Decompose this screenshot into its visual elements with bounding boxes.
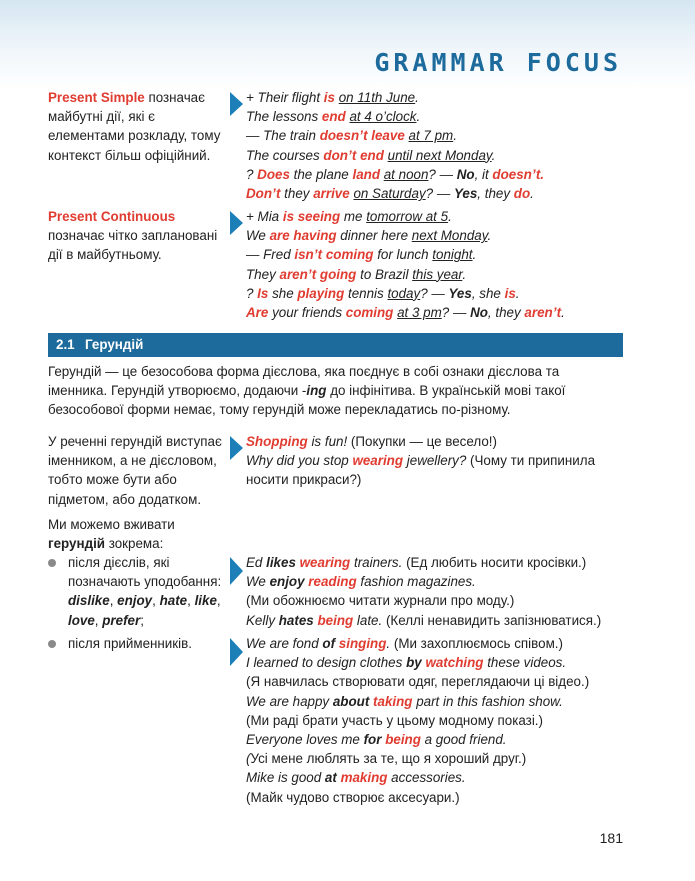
example-line: Kelly hates being late. (Келлі ненавидить запізнюватися.): [246, 612, 602, 628]
example-line: Shopping is fun! (Покупки — це весело!): [246, 434, 497, 449]
example-line: — The train doesn’t leave at 7 pm.: [246, 128, 457, 144]
page-number: 181: [599, 830, 623, 846]
bullet-icon: [48, 559, 56, 567]
example-line: They aren’t going to Brazil this year.: [246, 266, 467, 282]
section-title: Герундій: [85, 337, 144, 352]
page-title: GRAMMAR FOCUS: [374, 48, 622, 77]
example-line: The courses don’t end until next Monday.: [246, 147, 496, 163]
example-line: I learned to design clothes by watching these videos.: [246, 655, 567, 671]
example-line: Why did you stop wearing jewellery? (Чому ти припинила: [246, 453, 596, 469]
example-line: Ed likes wearing trainers. (Ед любить носити кросівки.): [246, 555, 587, 570]
present-simple-heading: Present Simple: [48, 90, 145, 105]
example-line: ? Is she playing tennis today? — Yes, she is.: [246, 285, 520, 301]
example-line: We are having dinner here next Monday.: [246, 228, 492, 244]
example-line: Are your friends coming at 3 pm? — No, they aren’t.: [246, 305, 565, 321]
example-line: We are happy about taking part in this fashion show.: [246, 693, 563, 709]
example-line: Don’t they arrive on Saturday? — Yes, they do.: [246, 186, 534, 202]
section-number: 2.1: [56, 337, 75, 352]
present-continuous-examples: [246, 207, 626, 322]
arrow-icon: [230, 638, 243, 666]
arrow-icon: [230, 211, 243, 235]
example-line: We enjoy reading fashion magazines.: [246, 574, 476, 590]
bullet-icon: [48, 640, 56, 648]
gerund-noun-description: У реченні герундій виступає іменником, а не дієсловом, тобто може бути або підметом, або додатком.: [48, 434, 222, 507]
after-verbs-examples: Ed likes wearing trainers. (Ед любить носити кросівки.) We enjoy reading fashion magazines. (Ми обожнюємо читати журнали про моду.) Kelly hates being late. (Келлі ненавидить запізнюватися.): [246, 553, 626, 630]
after-prepositions-examples: We are fond of singing. (Ми захоплюємось співом.) I learned to design clothes by watching these videos. (Я навчилась створювати одяг, переглядаючи ці відео.) We are happy about taking part in this fashion show. (Ми раді брати участь у цьому модному показі.) Everyone loves me for being a good friend. (Усі мене люблять за те, що я хороший друг.) Mike is good at making accessories. (Майк чудово створює аксесуари.): [246, 634, 626, 807]
present-continuous-description: Present Continuous позначає чітко заплановані дії в майбутньому.: [48, 207, 233, 265]
example-line: — Fred isn’t coming for lunch tonight.: [246, 247, 477, 263]
section-header: [48, 333, 623, 357]
gerund-noun-examples: Shopping is fun! (Покупки — це весело!) Why did you stop wearing jewellery? (Чому ти припинила носити прикраси?): [246, 432, 626, 490]
arrow-icon: [230, 92, 243, 116]
example-line: + Mia is seeing me tomorrow at 5.: [246, 209, 452, 224]
arrow-icon: [230, 557, 243, 585]
example-line: + Their flight is on 11th June.: [246, 90, 419, 105]
arrow-icon: [230, 436, 243, 460]
after-verbs-description: після дієслів, які позначають уподобання: dislike, enjoy, hate, like, love, prefer;: [68, 555, 222, 628]
after-prepositions-description: після прийменників.: [68, 636, 192, 651]
example-line: Mike is good at making accessories.: [246, 770, 466, 786]
example-line: The lessons end at 4 o’clock.: [246, 109, 421, 125]
example-line: We are fond of singing. (Ми захоплюємось співом.): [246, 636, 563, 651]
present-simple-examples: [246, 88, 626, 203]
example-line: ? Does the plane land at noon? — No, it doesn’t.: [246, 166, 544, 182]
example-line: Everyone loves me for being a good friend.: [246, 732, 507, 748]
present-simple-description: Present Simple позначає майбутні дії, які є елементами розкладу, тому контекст більш офіційний.: [48, 90, 221, 163]
present-continuous-heading: Present Continuous: [48, 209, 176, 224]
intro-paragraph: Герундій — це безособова форма дієслова, яка поєднує в собі ознаки дієслова та іменника. Герундій утворюємо, додаючи -ing до інфінітива. В українській мові такої безособової форми немає, тому герундій може перекладатись по-різному.: [48, 364, 566, 418]
